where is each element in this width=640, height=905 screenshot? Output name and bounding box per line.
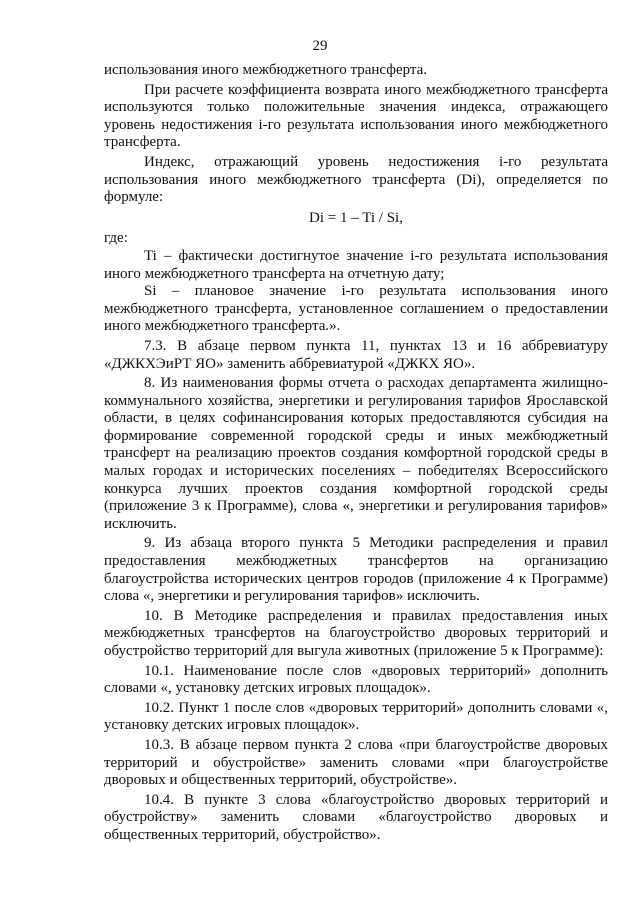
paragraph: 10.1. Наименование после слов «дворовых территорий» дополнить словами «, установку детских игровых площадок». <box>104 662 608 697</box>
document-body <box>104 62 608 845</box>
paragraph: 10. В Методике распределения и правилах предоставления иных межбюджетных трансфертов на благоустройство дворовых территорий и обустройство территорий для выгула животных (приложение 5 к Программе): <box>104 607 608 659</box>
paragraph: При расчете коэффициента возврата иного межбюджетного трансферта используются только положительные значения индекса, отражающего уровень недостижения i-го результата использования иного межбюджетного трансферта. <box>104 81 608 151</box>
paragraph: Индекс, отражающий уровень недостижения i-го результата использования иного межбюджетного трансферта (Di), определяется по формуле: <box>104 153 608 206</box>
paragraph: 10.2. Пункт 1 после слов «дворовых территорий» дополнить словами «, установку детских игровых площадок». <box>104 699 608 734</box>
paragraph: 7.3. В абзаце первом пункта 11, пунктах 13 и 16 аббревиатуру «ДЖКХЭиРТ ЯО» заменить аббревиатурой «ДЖКХ ЯО». <box>104 337 608 372</box>
paragraph: 10.4. В пункте 3 слова «благоустройство дворовых территорий и обустройству» заменить словами «благоустройство дворовых и общественных территорий, обустройство». <box>104 791 608 843</box>
formula: Di = 1 – Ti / Si, <box>309 209 403 226</box>
definition-item: Ti – фактически достигнутое значение i-го результата использования иного межбюджетного трансферта на отчетную дату; <box>104 247 608 282</box>
definition-item: Si – плановое значение i-го результата использования иного межбюджетного трансферта, установленное соглашением о предоставлении иного межбюджетного трансферта.». <box>104 283 608 335</box>
paragraph: использования иного межбюджетного трансферта. <box>104 62 428 78</box>
paragraph: где: <box>104 230 128 247</box>
paragraph: 9. Из абзаца второго пункта 5 Методики распределения и правил предоставления межбюджетных трансфертов на организацию благоустройства исторических центров городов (приложение 4 к Программе) слова «, энергетики и регулирования тарифов» исключить. <box>104 535 608 605</box>
paragraph: 10.3. В абзаце первом пункта 2 слова «при благоустройстве дворовых территорий и обустройстве» заменить словами «при благоустройстве дворовых и общественных территорий, обустройстве». <box>104 736 608 789</box>
paragraph: 8. Из наименования формы отчета о расходах департамента жилищно-коммунального хозяйства, энергетики и регулирования тарифов Ярославской области, в целях софинансирования которых предоставляются субсидия на формирование современной городской среды и иных межбюджетный трансферт на реализацию проектов создания комфортной городской среды в малых городах и исторических поселениях – победителях Всероссийского конкурса лучших проектов создания комфортной городской среды (приложение 3 к Программе), слова «, энергетики и регулирования тарифов» исключить. <box>104 375 608 532</box>
page-number: 29 <box>312 38 328 54</box>
